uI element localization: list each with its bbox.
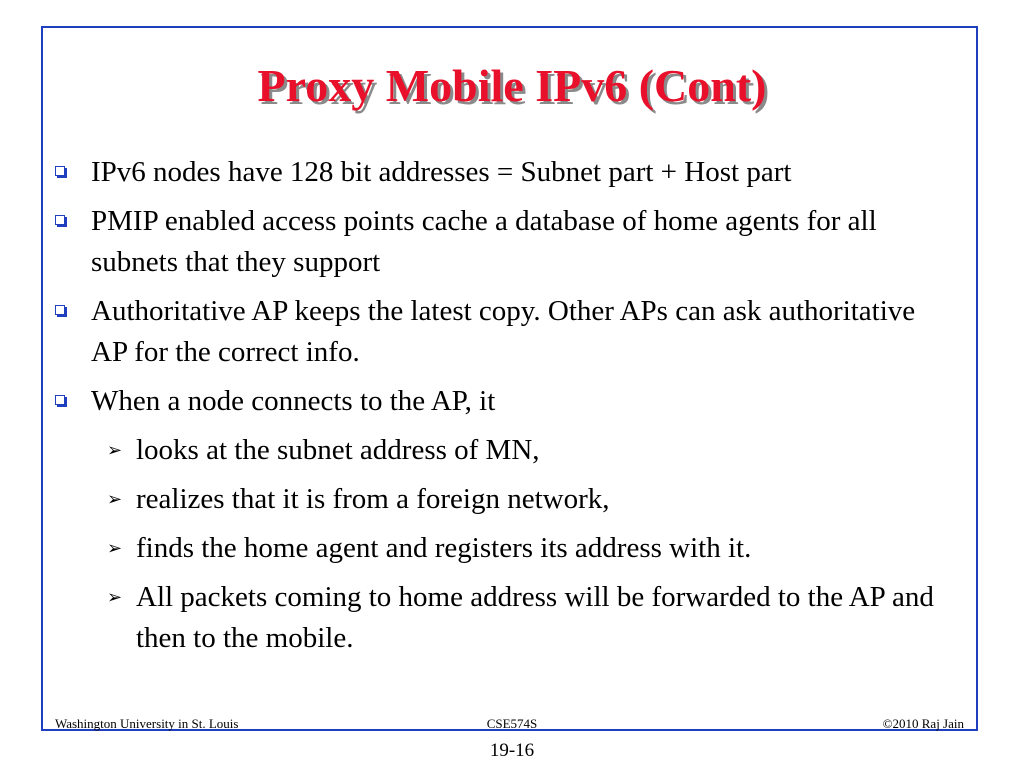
bullet-text: PMIP enabled access points cache a database of home agents for all subnets that they support xyxy=(91,205,877,278)
sub-bullet-text: finds the home agent and registers its address with it. xyxy=(136,532,752,564)
sub-bullet-text: realizes that it is from a foreign network, xyxy=(136,483,610,515)
sub-bullet-text: looks at the subnet address of MN, xyxy=(136,434,540,466)
chevron-right-icon: ➢ xyxy=(107,489,123,510)
bullet-item xyxy=(55,152,935,193)
bullet-item xyxy=(55,381,935,422)
sub-bullet-item xyxy=(55,577,935,659)
bullet-item xyxy=(55,201,935,283)
bullet-text: When a node connects to the AP, it xyxy=(91,385,496,417)
square-bullet-icon xyxy=(55,215,65,225)
sub-bullet-item xyxy=(55,479,935,520)
chevron-right-icon: ➢ xyxy=(107,538,123,559)
footer-course: CSE574S xyxy=(486,716,538,731)
sub-bullet-item xyxy=(55,430,935,471)
page-number: 19-16 xyxy=(489,740,535,761)
chevron-right-icon: ➢ xyxy=(107,440,123,461)
sub-bullet-text: All packets coming to home address will be forwarded to the AP and then to the mobile. xyxy=(136,581,934,654)
slide-title: Proxy Mobile IPv6 (Cont) xyxy=(257,60,767,111)
square-bullet-icon xyxy=(55,395,65,405)
footer-copyright: ©2010 Raj Jain xyxy=(882,716,964,731)
sub-bullet-item xyxy=(55,528,935,569)
bullet-text: Authoritative AP keeps the latest copy. Other APs can ask authoritative AP for the correct info. xyxy=(91,295,916,368)
square-bullet-icon xyxy=(55,166,65,176)
square-bullet-icon xyxy=(55,305,65,315)
chevron-right-icon: ➢ xyxy=(107,587,123,608)
bullet-list xyxy=(55,152,935,667)
bullet-text: IPv6 nodes have 128 bit addresses = Subnet part + Host part xyxy=(91,156,792,188)
footer-institution: Washington University in St. Louis xyxy=(55,716,239,731)
bullet-item xyxy=(55,291,935,373)
